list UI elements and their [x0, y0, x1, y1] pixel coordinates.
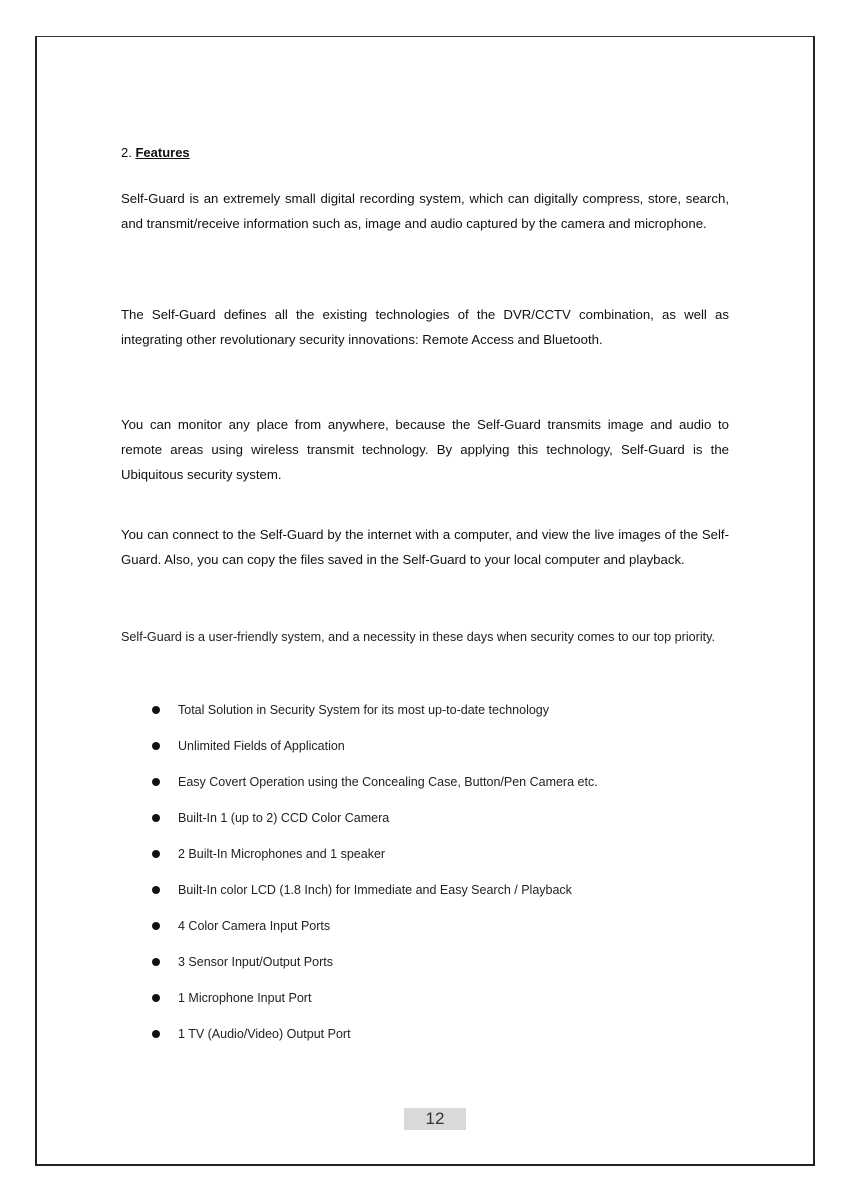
- list-item: Easy Covert Operation using the Concealing Case, Button/Pen Camera etc.: [150, 772, 598, 808]
- page-number: 12: [404, 1108, 466, 1130]
- paragraph-remote-monitoring: You can monitor any place from anywhere, because the Self-Guard transmits image and audio to remote areas using wireless transmit technology. By applying this technology, Self-Guard is the Ubiquitous security system.: [121, 417, 729, 482]
- bullet-icon: [152, 742, 160, 750]
- paragraph-technologies: The Self-Guard defines all the existing technologies of the DVR/CCTV combination, as well as integrating other revolutionary security innovations: Remote Access and Bluetooth.: [121, 307, 729, 347]
- section-title: Features: [135, 145, 190, 160]
- list-item: 4 Color Camera Input Ports: [150, 916, 598, 952]
- bullet-icon: [152, 886, 160, 894]
- bullet-icon: [152, 922, 160, 930]
- bullet-icon: [152, 994, 160, 1002]
- list-item: Total Solution in Security System for its most up-to-date technology: [150, 700, 598, 736]
- bullet-icon: [152, 778, 160, 786]
- list-item: Built-In 1 (up to 2) CCD Color Camera: [150, 808, 598, 844]
- paragraph-intro: Self-Guard is an extremely small digital recording system, which can digitally compress, store, search, and transmit/receive information such as, image and audio captured by the camera and microphone.: [121, 191, 729, 231]
- list-item: Built-In color LCD (1.8 Inch) for Immediate and Easy Search / Playback: [150, 880, 598, 916]
- bullet-icon: [152, 850, 160, 858]
- bullet-icon: [152, 814, 160, 822]
- bullet-icon: [152, 958, 160, 966]
- section-number: 2.: [121, 145, 132, 160]
- paragraph-user-friendly: Self-Guard is a user-friendly system, and a necessity in these days when security comes to our top priority.: [121, 630, 716, 644]
- list-item: 1 Microphone Input Port: [150, 988, 598, 1024]
- list-item: 1 TV (Audio/Video) Output Port: [150, 1024, 598, 1060]
- section-heading: [121, 145, 190, 160]
- list-item: 2 Built-In Microphones and 1 speaker: [150, 844, 598, 880]
- bullet-icon: [152, 706, 160, 714]
- bullet-icon: [152, 1030, 160, 1038]
- paragraph-internet-access: You can connect to the Self-Guard by the internet with a computer, and view the live images of the Self-Guard. Also, you can copy the files saved in the Self-Guard to your local computer and playback.: [121, 527, 729, 567]
- feature-list: [150, 700, 598, 1060]
- list-item: 3 Sensor Input/Output Ports: [150, 952, 598, 988]
- list-item: Unlimited Fields of Application: [150, 736, 598, 772]
